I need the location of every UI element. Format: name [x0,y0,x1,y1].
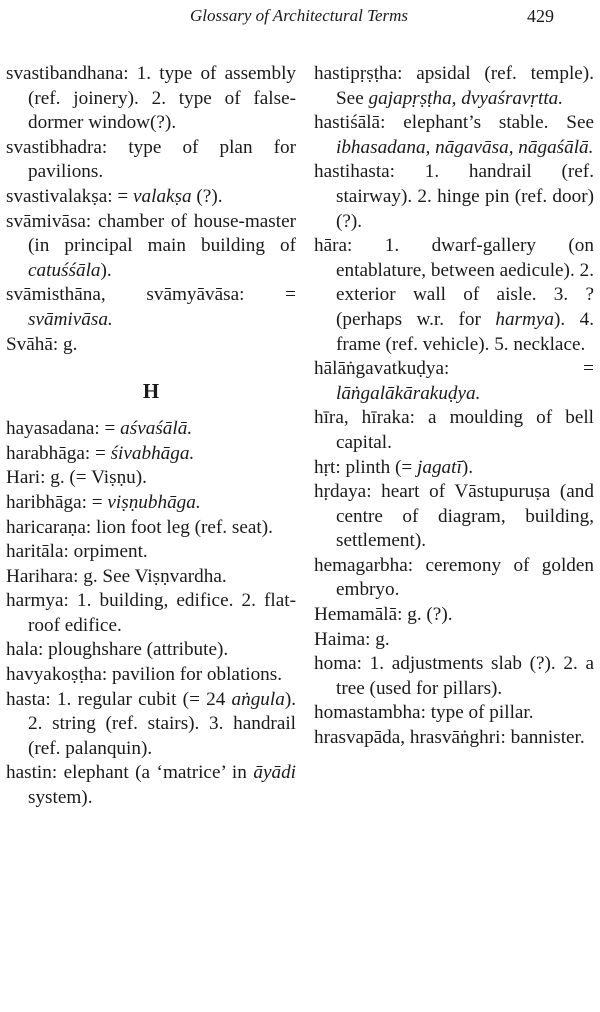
glossary-entry [314,603,594,628]
entry-text: homa: 1. adjustments slab (?). 2. a tree (used for pillars). [314,653,594,699]
glossary-entry [6,185,296,210]
glossary-entry [314,111,594,160]
entry-text: ). 4. frame (ref. vehicle). 5. necklace. [336,308,595,355]
glossary-entry [314,62,594,111]
entry-text-italic: lāṅgalākārakuḍya. [336,382,481,404]
entry-text: Harihara: g. See Viṣṇvardha. [6,565,227,587]
glossary-entry [314,456,594,481]
entry-text: haricaraṇa: lion foot leg (ref. seat). [6,516,273,538]
entry-text: harmya: 1. building, edifice. 2. flat-roof edifice. [6,590,296,636]
entry-text: system). [28,787,93,809]
entry-text: Svāhā: g. [6,333,78,355]
glossary-entry [6,442,296,467]
glossary-entry [6,565,296,590]
entry-text: svāmisthāna, svāmyāvāsa: = [6,284,296,306]
entry-text: ). [461,456,473,478]
entry-text: svāmivāsa: chamber of house-master (in principal main building of [6,210,296,257]
glossary-entry [314,726,594,751]
entry-text: hṛdaya: heart of Vāstupuruṣa (and centre of diagram, building, settlement). [314,481,594,552]
glossary-entry [6,491,296,516]
entry-text: (?). [191,185,223,207]
glossary-entry [314,652,594,701]
glossary-entry [6,761,296,810]
entry-text-italic: aṅgula [231,688,285,710]
glossary-entry [314,357,594,406]
glossary-entry [6,283,296,332]
entry-text: hemagarbha: ceremony of golden embryo. [314,554,594,601]
glossary-entry [314,480,594,554]
entry-text: hastin: elephant (a ‘matrice’ in [6,762,254,784]
entry-text: hayasadana: = [6,418,121,440]
entry-text: hāra: 1. dwarf-gallery (on entablature, between aedicule). 2. exterior wall of aisle. 3. ? (perhaps w.r. for [314,235,594,330]
section-letter: H [142,379,160,404]
entry-text-italic: āyādi [253,762,296,784]
running-title: Glossary of Architectural Terms [190,6,409,25]
glossary-entry [314,406,594,455]
glossary-entry [6,516,296,541]
entry-text-italic: viṣṇubhāga. [107,491,201,513]
entry-text: ). 2. string (ref. stairs). 3. handrail (ref. palanquin). [28,688,296,759]
glossary-entry [6,417,296,442]
glossary-entry [6,62,296,136]
entry-text: Hemamālā: g. (?). [314,604,453,626]
entry-list [6,62,296,357]
glossary-entry [6,688,296,762]
entry-text-italic: valakṣa [133,185,192,207]
entry-text: hīra, hīraka: a moulding of bell capital. [314,407,594,453]
page-number: 429 [527,6,554,26]
entry-text: hrasvapāda, hrasvāṅghri: bannister. [314,727,585,749]
entry-text-italic: harmya [495,308,554,330]
entry-text-italic: svāmivāsa. [28,308,113,330]
entry-list [6,417,296,811]
entry-text: haritāla: orpiment. [6,541,148,563]
glossary-entry [6,210,296,284]
entry-text-italic: śivabhāga. [110,442,195,464]
glossary-entry [6,663,296,688]
entry-text: svastibhadra: type of plan for pavilions. [6,136,296,183]
entry-text-italic: ibhasadana, nāgavāsa, nāgaśālā. [336,136,594,158]
glossary-entry [6,589,296,638]
glossary-entry [314,701,594,726]
entry-text: hastiśālā: elephant’s stable. See [314,112,594,134]
entry-text: svastibandhana: 1. type of assembly (ref. joinery). 2. type of false-dormer window(?). [6,63,296,134]
entry-text: Hari: g. (= Viṣṇu). [6,467,147,489]
entry-text: hṛt: plinth (= [314,456,418,478]
glossary-entry [6,540,296,565]
entry-text-italic: aśvaśālā. [120,418,193,440]
glossary-entry [314,234,594,357]
entry-text: homastambha: type of pillar. [314,702,534,724]
running-header [0,4,600,28]
entry-text-italic: gajapṛṣṭha, dvyaśravṛtta. [368,87,564,109]
entry-text: haribhāga: = [6,491,108,513]
entry-text: havyakoṣṭha: pavilion for oblations. [6,664,283,686]
glossary-entry [314,160,594,234]
entry-text-italic: jagatī [417,456,462,478]
entry-text: hala: ploughshare (attribute). [6,639,229,661]
entry-list [314,62,594,751]
entry-text: hālāṅgavatkuḍya: = [314,358,594,380]
entry-text: hastihasta: 1. handrail (ref. stairway). 2. hinge pin (ref. door) (?). [314,161,594,232]
entry-text: Haima: g. [314,628,390,650]
right-column [314,62,594,751]
glossary-entry [6,466,296,491]
entry-text: svastivalakṣa: = [6,185,133,207]
glossary-entry [314,628,594,653]
entry-text: hasta: 1. regular cubit (= 24 [6,688,232,710]
entry-text: hastipṛṣṭha: apsidal (ref. temple). See [314,63,594,109]
entry-text: harabhāga: = [6,442,111,464]
glossary-entry [6,333,296,358]
entry-text-italic: catuśśāla [28,259,101,281]
glossary-entry [6,638,296,663]
glossary-entry [6,136,296,185]
glossary-entry [314,554,594,603]
left-column [6,62,296,811]
entry-text: ). [100,259,112,281]
